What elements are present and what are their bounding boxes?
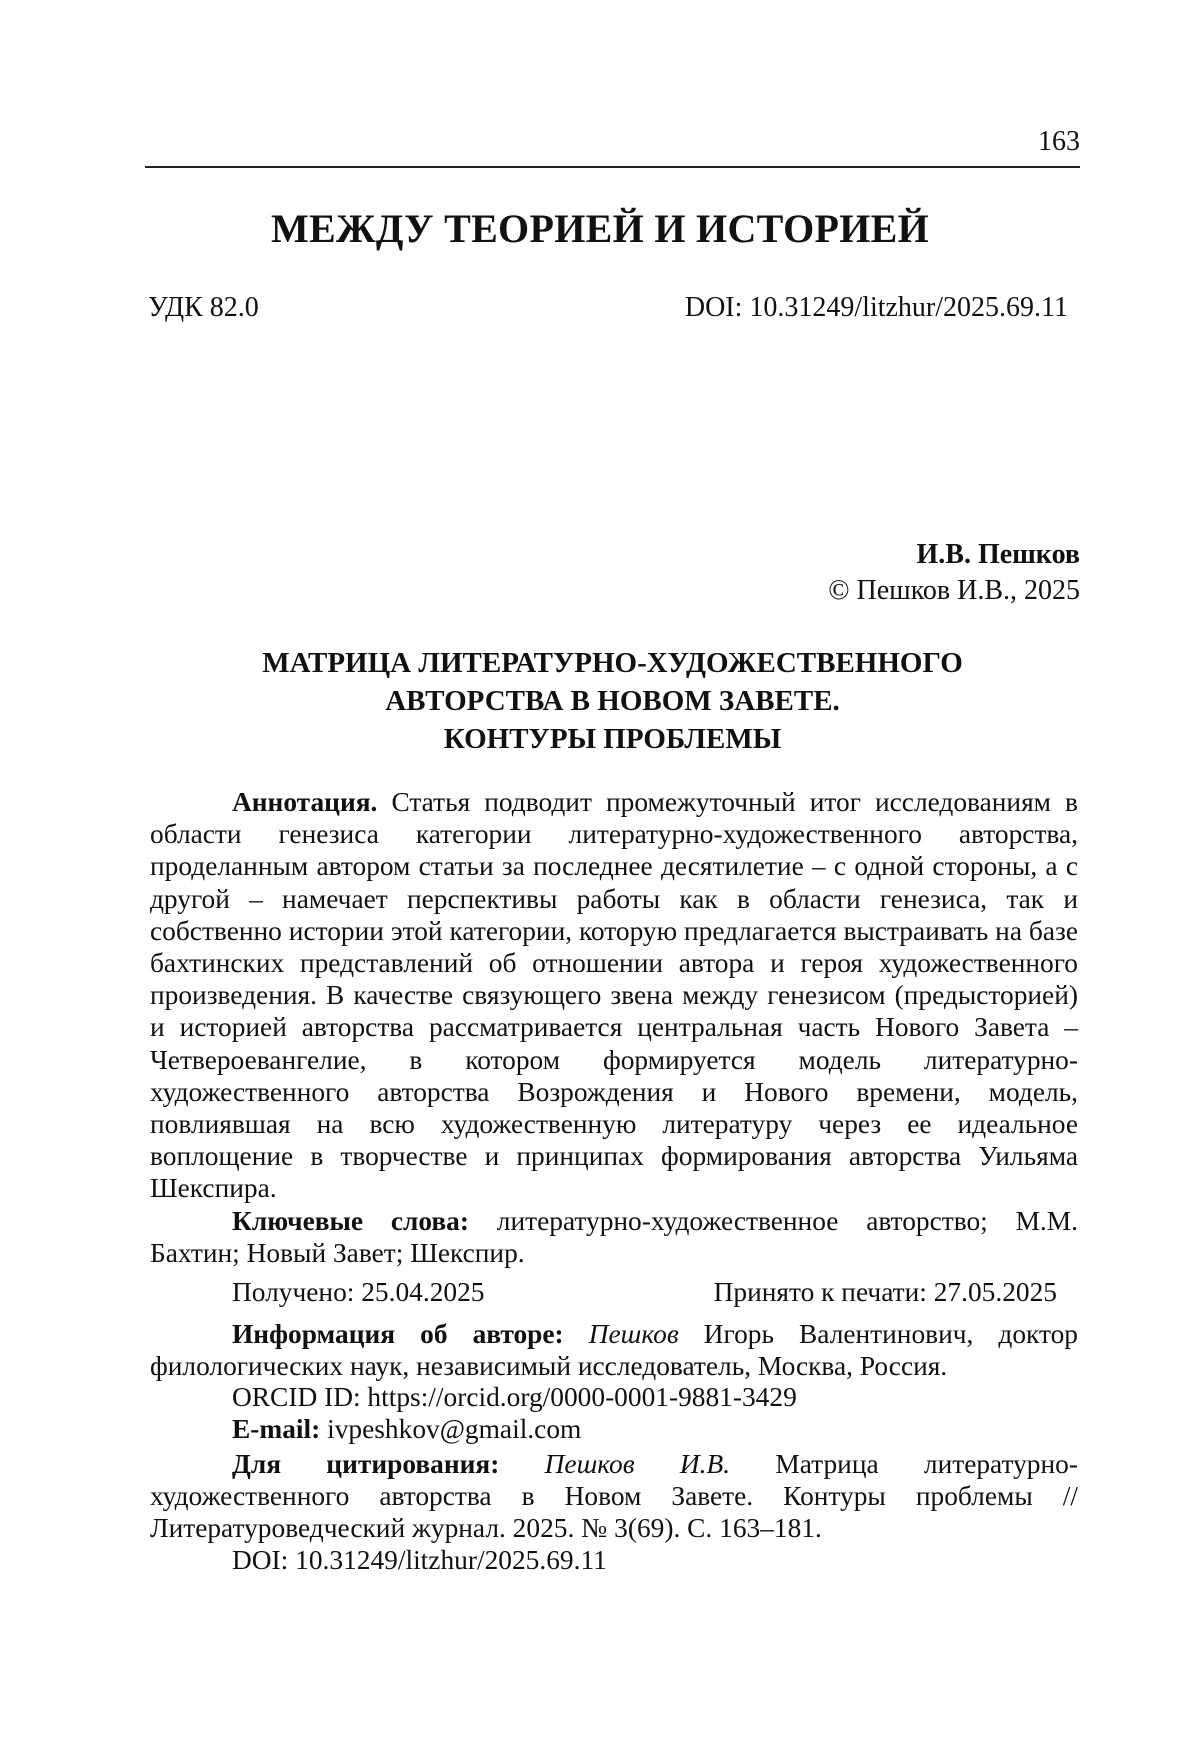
citation-label: Для цитирования: bbox=[232, 1449, 500, 1479]
doi-header: DOI: 10.31249/litzhur/2025.69.11 bbox=[684, 292, 1068, 323]
article-title-line: КОНТУРЫ ПРОБЛЕМЫ bbox=[443, 723, 782, 755]
dates-row bbox=[232, 1277, 1057, 1308]
section-title: МЕЖДУ ТЕОРИЕЙ И ИСТОРИЕЙ bbox=[270, 206, 930, 251]
author-block bbox=[828, 537, 1080, 609]
orcid-line[interactable]: ORCID ID: https://orcid.org/0000-0001-9881-3429 bbox=[232, 1382, 797, 1412]
article-title bbox=[145, 644, 1080, 758]
accepted-date: Принято к печати: 27.05.2025 bbox=[713, 1277, 1057, 1307]
abstract-label: Аннотация. bbox=[232, 787, 378, 817]
email-label: E-mail: bbox=[232, 1414, 321, 1444]
author-info-text: Игорь Валентинович, доктор филологических наук, независимый исследователь, Москва, Россия. bbox=[150, 1319, 1078, 1382]
copyright-line: © Пешков И.В., 2025 bbox=[828, 575, 1080, 606]
author-name: И.В. Пешков bbox=[916, 539, 1080, 570]
article-title-line: АВТОРСТВА В НОВОМ ЗАВЕТЕ. bbox=[385, 685, 840, 717]
citation-paragraph bbox=[150, 1448, 1078, 1545]
author-info-surname: Пешков bbox=[588, 1319, 679, 1349]
page-number: 163 bbox=[1038, 126, 1080, 157]
author-info-label: Информация об авторе: bbox=[232, 1319, 564, 1349]
header-rule bbox=[145, 166, 1080, 168]
abstract-paragraph bbox=[150, 786, 1078, 1205]
email-address[interactable]: ivpeshkov@gmail.com bbox=[327, 1414, 582, 1444]
citation-doi[interactable]: DOI: 10.31249/litzhur/2025.69.11 bbox=[232, 1545, 607, 1575]
citation-text: Матрица литературно-художественного авторства в Новом Завете. Контуры проблемы // Литературоведческий журнал. 2025. № 3(69). С. 163–181. bbox=[150, 1449, 1078, 1544]
email-line bbox=[232, 1414, 581, 1445]
citation-author: Пешков И.В. bbox=[544, 1449, 731, 1479]
author-info-paragraph bbox=[150, 1318, 1078, 1382]
keywords-text: литературно-художественное авторство; М.М. Бахтин; Новый Завет; Шекспир. bbox=[150, 1206, 1078, 1269]
article-title-line: МАТРИЦА ЛИТЕРАТУРНО-ХУДОЖЕСТВЕННОГО bbox=[262, 647, 963, 679]
keywords-label: Ключевые слова: bbox=[232, 1206, 469, 1236]
abstract-text: Статья подводит промежуточный итог исследованиям в области генезиса категории литературно-художественного авторства, проделанным автором статьи за последнее десятилетие – с одной стороны, а с другой – намечает перспективы работы как в области генезиса, так и собственно истории этой категории, которую предлагается выстраивать на базе бахтинских представлений об отношении автора и героя художественного произведения. В качестве связующего звена между генезисом (предысторией) и историей авторства рассматривается центральная часть Нового Завета – Четвероевангелие, в котором формируется модель литературно-художественного авторства Возрождения и Нового времени, модель, повлиявшая на всю художественную литературу через ее идеальное воплощение в творчестве и принципах формирования авторства Уильяма Шекспира. bbox=[150, 787, 1078, 1204]
keywords-paragraph bbox=[150, 1205, 1078, 1269]
received-date: Получено: 25.04.2025 bbox=[232, 1277, 485, 1307]
udk-code: УДК 82.0 bbox=[148, 292, 259, 323]
